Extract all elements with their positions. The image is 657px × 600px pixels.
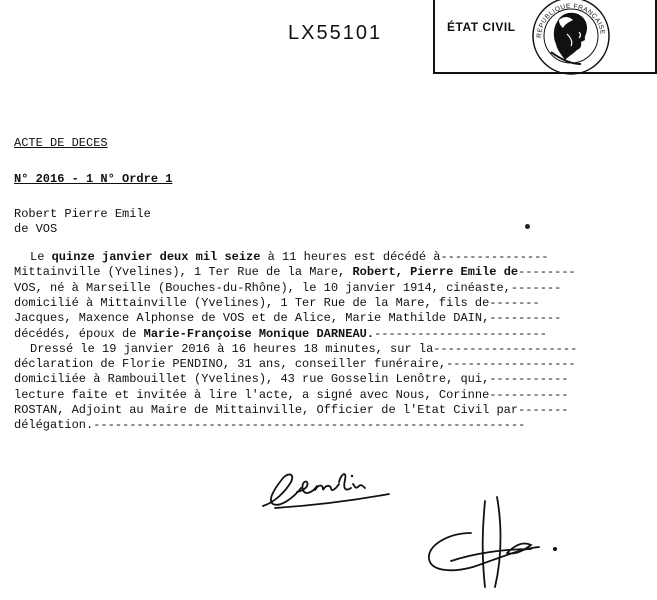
act-body-line [14,388,569,402]
paper-speck [525,224,530,229]
text-segment: ROSTAN, Adjoint au Maire de Mittainville, Officier de l'Etat Civil par [14,403,519,417]
text-segment: ------- [489,295,540,310]
act-body-line [14,311,561,325]
stamp-label: ÉTAT CIVIL [447,20,516,34]
text-segment: délégation. [14,418,94,433]
act-body-line [14,265,576,279]
text-segment: déclaration de Florie PENDINO, 31 ans, conseiller funéraire, [14,357,447,372]
text-segment: VOS, né à Marseille (Bouches-du-Rhône), le 10 janvier 1914, cinéaste, [14,280,511,295]
text-segment: ------- [510,280,562,295]
text-segment: décédés, époux de [14,326,144,341]
bold-text: Robert, Pierre Emile de [352,265,519,280]
text-segment: ---------- [489,311,562,326]
seal-text: REPUBLIQUE FRANCAISE [535,2,606,39]
text-segment: -------------------- [433,341,578,356]
text-segment: Jacques, Maxence Alphonse de VOS et de Alice, Marie Mathilde DAIN, [14,311,490,326]
text-segment: domicilié à Mittainville (Yvelines), 1 Ter Rue de la Mare, fils de [14,295,490,310]
text-segment: -------- [518,265,576,280]
text-segment: ------------------ [446,357,576,372]
bold-text: quinze janvier deux mil seize [51,250,261,264]
text-segment: ------------------------ [374,326,547,341]
text-segment: lecture faite et invitée à lire l'acte, a signé avec Nous, Corinne [14,387,490,402]
act-body-line [14,372,569,386]
text-segment: domiciliée à Rambouillet (Yvelines), 43 rue Gosselin Lenôtre, qui, [14,372,490,387]
text-segment: Le [30,250,52,264]
deceased-last-name: de VOS [14,222,58,236]
text-segment: Dressé le 19 janvier 2016 à 16 heures 18 minutes, sur la [30,341,434,356]
act-body-line [14,403,569,417]
act-body-line [14,418,525,432]
marianne-seal-icon [529,0,613,76]
text-segment: ------------------------------------------------------------ [93,418,526,433]
bold-text: Marie-Françoise Monique DARNEAU. [143,326,375,341]
text-segment: ----------- [489,372,569,387]
act-body-line [14,296,540,310]
text-segment: à 11 heures est décédé à [260,250,441,264]
act-body-line [30,250,549,264]
etat-civil-stamp [433,0,657,74]
text-segment: Mittainville (Yvelines), 1 Ter Rue de la Mare, [14,265,353,280]
act-body-line [30,342,577,356]
act-body-line [14,357,576,371]
text-segment: ----------- [489,387,569,402]
officer-signature [415,493,565,593]
declarant-signature [255,462,405,518]
act-order-number: N° 2016 - 1 N° Ordre 1 [14,172,173,186]
deceased-first-names: Robert Pierre Emile [14,207,151,221]
act-body-line [14,281,561,295]
text-segment: --------------- [440,250,549,264]
text-segment: ------- [518,403,569,417]
reference-code: LX55101 [288,22,383,44]
act-title: ACTE DE DECES [14,136,108,150]
act-body-line [14,327,547,341]
